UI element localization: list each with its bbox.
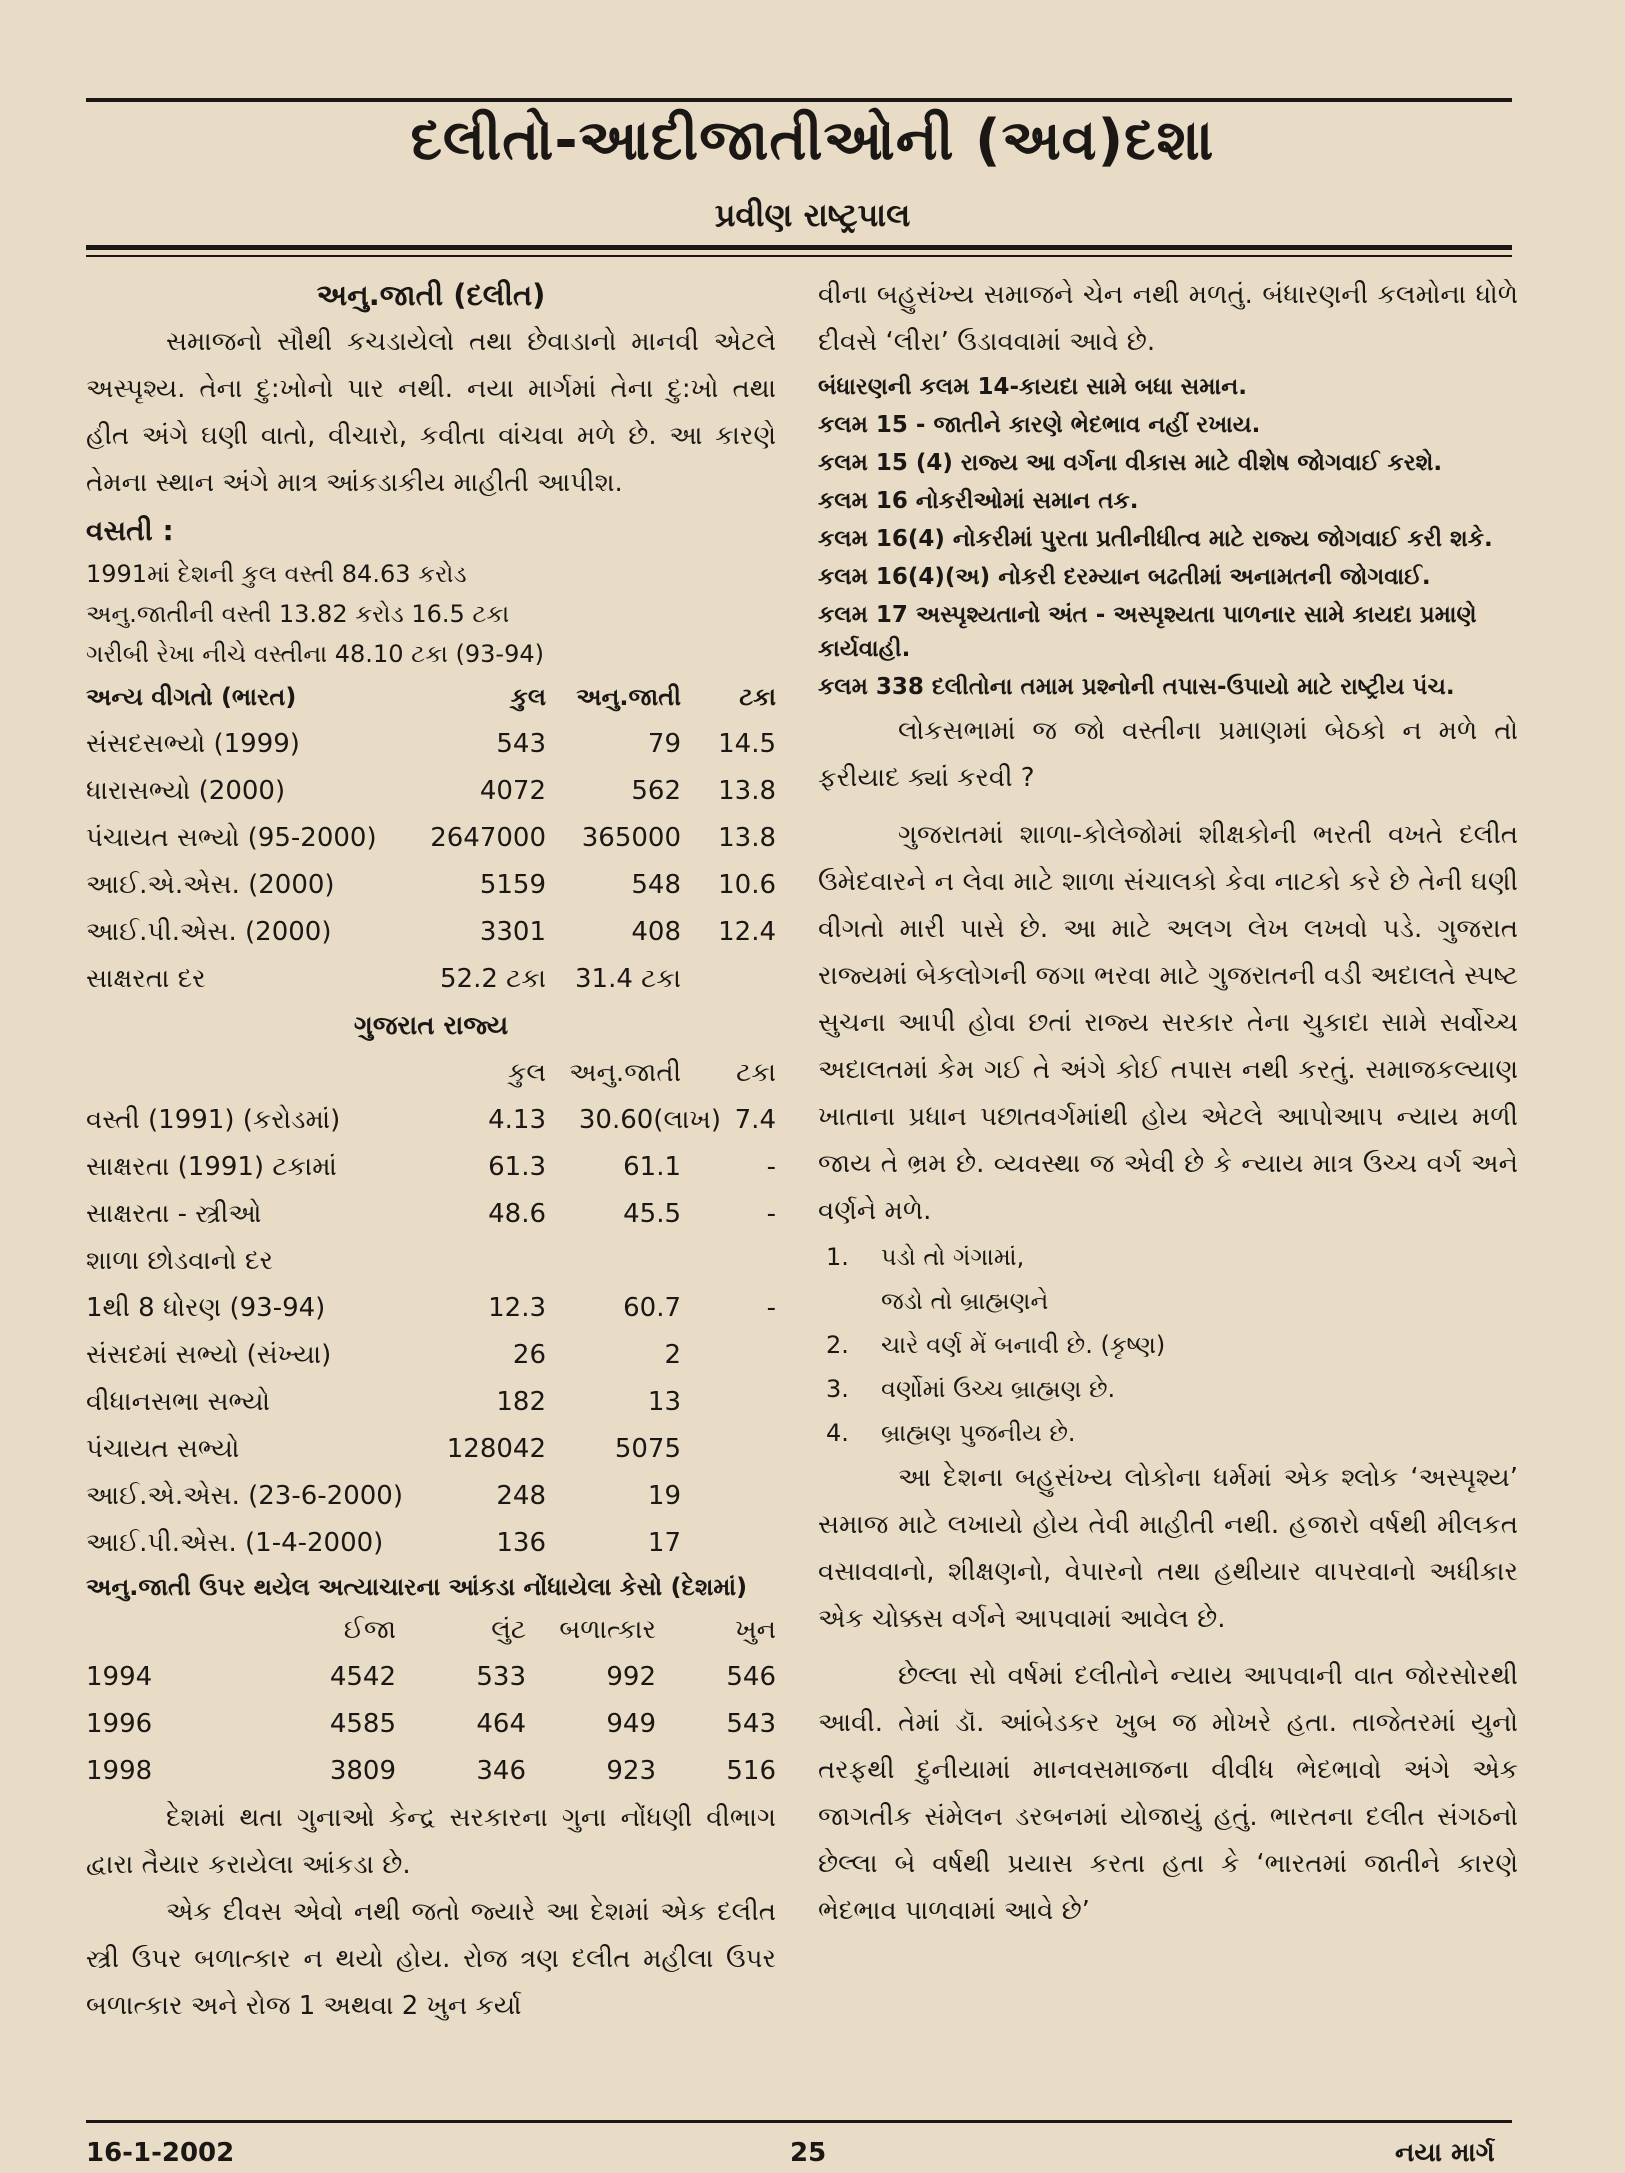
table-cell: 516 — [726, 1756, 776, 1786]
table-cell: 12.4 — [718, 917, 776, 947]
table-row — [86, 1332, 776, 1379]
table-header — [86, 1050, 416, 1097]
last-paragraph: છેલ્લા સો વર્ષમાં દલીતોને ન્યાય આપવાની વાત જોરસોરથી આવી. તેમાં ડૉ. આંબેડકર ખુબ જ મોખરે હતા. તાજેતરમાં યુનો તરફથી દુનીયામાં માનવસમાજના વીવીધ ભેદભાવો અંગે એક જાગતીક સંમેલન ડરબનમાં યોજાયું હતું. ભારતના દલીત સંગઠનો છેલ્લા બે વર્ષથી પ્રયાસ કરતા હતા કે ‘ભારતમાં જાતીને કારણે ભેદભાવ પાળવામાં આવે છે’ — [818, 1661, 1518, 1926]
table-cell: 548 — [631, 870, 681, 900]
article-line: કલમ 15 (4) રાજ્ય આ વર્ગના વીકાસ માટે વીશેષ જોગવાઈ કરશે. — [818, 450, 1443, 476]
table-cell — [681, 956, 776, 1003]
table-cell: ધારાસભ્યો (2000) — [86, 776, 286, 806]
atrocity-table-title: અનુ.જાતી ઉપર થયેલ અત્યાચારના આંકડા નોંધાયેલા કેસો (દેશમાં) — [86, 1573, 748, 1601]
table-row — [86, 721, 776, 768]
table-row — [86, 1379, 776, 1426]
table-row — [86, 1701, 776, 1748]
table-row — [86, 815, 776, 862]
table-cell: આઈ.પી.એસ. (2000) — [86, 917, 332, 947]
population-line: ગરીબી રેખા નીચે વસ્તીના 48.10 ટકા (93-94) — [86, 640, 544, 668]
table-row — [86, 1285, 776, 1332]
intro-paragraph: સમાજનો સૌથી કચડાયેલો તથા છેવાડાનો માનવી એટલે અસ્પૃશ્ય. તેના દુ:ખોનો પાર નથી. નયા માર્ગમાં તેના દુ:ખો તથા હીત અંગે ઘણી વાતો, વીચારો, કવીતા વાંચવા મળે છે. આ કારણે તેમના સ્થાન અંગે માત્ર આંકડાકીય માહીતી આપીશ. — [86, 327, 776, 498]
table-cell — [681, 1520, 776, 1567]
table-cell — [546, 1238, 681, 1285]
table-cell: 31.4 ટકા — [574, 964, 681, 994]
table-cell: 136 — [496, 1528, 546, 1558]
list-number: 1. — [826, 1243, 849, 1271]
article-line: કલમ 338 દલીતોના તમામ પ્રશ્નોની તપાસ-ઉપાયો માટે રાષ્ટ્રીય પંચ. — [818, 674, 1455, 700]
table-cell: 7.4 — [734, 1105, 776, 1135]
article-author: પ્રવીણ રાષ્ટ્રપાલ — [714, 196, 911, 234]
list-item — [826, 1323, 1518, 1367]
left-column — [86, 272, 776, 2030]
table-cell: 949 — [606, 1709, 656, 1739]
table-cell: 3301 — [479, 917, 546, 947]
table-cell: - — [766, 1293, 776, 1323]
table-cell: 365000 — [581, 823, 681, 853]
table-cell: 1998 — [86, 1756, 153, 1786]
table-row — [86, 768, 776, 815]
table-cell: શાળા છોડવાનો દર — [86, 1246, 273, 1276]
table-header-row — [86, 1050, 776, 1097]
table-cell: 5075 — [614, 1434, 681, 1464]
atrocity-table — [86, 1567, 776, 1795]
loksabha-paragraph: લોકસભામાં જ જો વસ્તીના પ્રમાણમાં બેઠકો ન મળે તો ફરીયાદ ક્યાં કરવી ? — [818, 716, 1518, 793]
table-cell: 546 — [726, 1662, 776, 1692]
table-cell — [681, 1332, 776, 1379]
list-number: 4. — [826, 1419, 849, 1447]
table-header: કુલ — [510, 683, 546, 711]
table-cell: સાક્ષરતા (1991) ટકામાં — [86, 1152, 337, 1182]
table-cell: 923 — [606, 1756, 656, 1786]
table-row — [86, 1748, 776, 1795]
table-cell — [681, 1473, 776, 1520]
table-cell — [681, 1379, 776, 1426]
table-cell: 2 — [664, 1340, 681, 1370]
article-line: કલમ 15 - જાતીને કારણે ભેદભાવ નહીં રખાય. — [818, 412, 1261, 438]
table-row — [86, 1097, 776, 1144]
table-header: ખુન — [735, 1615, 776, 1645]
list-number: 3. — [826, 1375, 849, 1403]
article-title: દલીતો-આદીજાતીઓની (અવ)દશા — [410, 108, 1215, 173]
table-cell: 408 — [631, 917, 681, 947]
table-header: લુંટ — [491, 1615, 526, 1645]
article-line: કલમ 16 નોકરીઓમાં સમાન તક. — [818, 488, 1139, 514]
table-cell: 543 — [726, 1709, 776, 1739]
footer-magazine-name: નયા માર્ગ — [1395, 2138, 1495, 2168]
table-header-row — [86, 674, 776, 721]
table-row — [86, 956, 776, 1003]
table-cell: 13.8 — [718, 776, 776, 806]
population-heading: વસતી : — [86, 514, 174, 547]
population-line: 1991માં દેશની કુલ વસ્તી 84.63 કરોડ — [86, 560, 467, 588]
table-cell: - — [766, 1199, 776, 1229]
table-cell: વસ્તી (1991) (કરોડમાં) — [86, 1105, 341, 1135]
article-line: કલમ 17 અસ્પૃશ્યતાનો અંત - અસ્પૃશ્યતા પાળનાર સામે કાયદા પ્રમાણે કાર્યવાહી. — [818, 602, 1477, 662]
list-text: પડો તો ગંગામાં, — [881, 1243, 1025, 1271]
table-cell: 13.8 — [718, 823, 776, 853]
table-cell: 248 — [496, 1481, 546, 1511]
header-rule-thin — [86, 255, 1512, 257]
list-text: જડો તો બ્રાહ્મણને — [881, 1287, 1049, 1315]
table-row — [86, 1426, 776, 1473]
table-header: અનુ.જાતી — [569, 1058, 681, 1088]
table-cell: આઈ.એ.એસ. (23-6-2000) — [86, 1481, 403, 1511]
table-cell: 13 — [647, 1387, 681, 1417]
table-cell: 79 — [647, 729, 681, 759]
gujarat-table-title: ગુજરાત રાજ્ય — [353, 1011, 509, 1041]
table-cell: 61.1 — [623, 1152, 681, 1182]
list-item — [826, 1367, 1518, 1411]
table-cell: 464 — [476, 1709, 526, 1739]
table-cell — [681, 1426, 776, 1473]
gujarat-paragraph: ગુજરાતમાં શાળા-કોલેજોમાં શીક્ષકોની ભરતી વખતે દલીત ઉમેદવારને ન લેવા માટે શાળા સંચાલકો કેવા નાટકો કરે છે તેની ઘણી વીગતો મારી પાસે છે. આ માટે અલગ લેખ લખવો પડે. ગુજરાત રાજ્યમાં બેકલોગની જગા ભરવા માટે ગુજરાતની વડી અદાલતે સ્પષ્ટ સુચના આપી હોવા છતાં રાજ્ય સરકાર તેના ચુકાદા સામે સર્વોચ્ચ અદાલતમાં કેમ ગઈ તે અંગે કોઈ તપાસ નથી કરતું. સમાજકલ્યાણ ખાતાના પ્રધાન પછાતવર્ગમાંથી હોય એટલે આપોઆપ ન્યાય મળી જાય તે ભ્રમ છે. વ્યવસ્થા જ એવી છે કે ન્યાય માત્ર ઉચ્ચ વર્ગ અને વર્ણને મળે. — [818, 820, 1518, 1226]
table-header: અન્ય વીગતો (ભારત) — [86, 683, 297, 711]
list-number: 2. — [826, 1331, 849, 1359]
list-text: ચારે વર્ણ મેં બનાવી છે. (કૃષ્ણ) — [881, 1331, 1166, 1359]
table-row — [86, 1191, 776, 1238]
footer-rule — [86, 2120, 1512, 2123]
top-rule — [86, 98, 1512, 102]
india-table — [86, 674, 776, 1003]
table-cell: આઈ.એ.એસ. (2000) — [86, 870, 335, 900]
footer-date: 16-1-2002 — [86, 2138, 235, 2168]
table-cell: 14.5 — [718, 729, 776, 759]
table-header: ટકા — [739, 683, 776, 711]
header-rule-thick — [86, 245, 1512, 250]
table-cell: 2647000 — [430, 823, 546, 853]
table-cell: પંચાયત સભ્યો (95-2000) — [86, 823, 377, 853]
continued-paragraph: વીના બહુસંખ્ય સમાજને ચેન નથી મળતું. બંધારણની કલમોના ધોળે દીવસે ‘લીરા’ ઉડાવવામાં આવે છે. — [818, 280, 1518, 357]
list-item — [826, 1279, 1518, 1323]
day-paragraph: એક દીવસ એવો નથી જતો જ્યારે આ દેશમાં એક દલીત સ્ત્રી ઉપર બળાત્કાર ન થયો હોય. રોજ ત્રણ દલીત મહીલા ઉપર બળાત્કાર અને રોજ 1 અથવા 2 ખુન કર્યા — [86, 1897, 776, 2021]
table-cell: 26 — [512, 1340, 546, 1370]
table-cell: 1થી 8 ધોરણ (93-94) — [86, 1293, 326, 1323]
table-cell: 3809 — [329, 1756, 396, 1786]
list-text: બ્રાહ્મણ પુજનીય છે. — [881, 1419, 1076, 1447]
table-row — [86, 1473, 776, 1520]
article-line: કલમ 16(4)(અ) નોકરી દરમ્યાન બઢતીમાં અનામતની જોગવાઈ. — [818, 564, 1431, 590]
article-line: બંધારણની કલમ 14-કાયદા સામે બધા સમાન. — [818, 374, 1248, 400]
shlok-paragraph: આ દેશના બહુસંખ્ય લોકોના ધર્મમાં એક શ્લોક ‘અસ્પૃશ્ય’ સમાજ માટે લખાયો હોય તેવી માહીતી નથી. હજારો વર્ષથી મીલકત વસાવવાનો, શીક્ષણનો, વેપારનો તથા હથીયાર વાપરવાનો અધીકાર એક ચોક્કસ વર્ગને આપવામાં આવેલ છે. — [818, 1463, 1518, 1634]
table-cell: 30.60(લાખ) — [578, 1105, 721, 1135]
table-row — [86, 862, 776, 909]
table-header: બળાત્કાર — [559, 1615, 656, 1645]
quote-list — [818, 1235, 1518, 1455]
table-cell: સંસદમાં સભ્યો (સંખ્યા) — [86, 1340, 332, 1370]
constitution-articles — [818, 370, 1518, 704]
table-row — [86, 1144, 776, 1191]
table-cell: 1994 — [86, 1662, 153, 1692]
table-cell: 346 — [476, 1756, 526, 1786]
table-cell: 543 — [496, 729, 546, 759]
table-cell: 60.7 — [623, 1293, 681, 1323]
table-cell: આઈ.પી.એસ. (1-4-2000) — [86, 1528, 384, 1558]
population-line: અનુ.જાતીની વસ્તી 13.82 કરોડ 16.5 ટકા — [86, 600, 510, 628]
table-cell — [681, 1238, 776, 1285]
table-header — [86, 1607, 246, 1654]
table-row — [86, 1238, 776, 1285]
table-cell: 992 — [606, 1662, 656, 1692]
table-cell: 61.3 — [488, 1152, 546, 1182]
table-cell: પંચાયત સભ્યો — [86, 1434, 240, 1464]
table-cell: 10.6 — [718, 870, 776, 900]
table-row — [86, 909, 776, 956]
table-cell — [416, 1238, 546, 1285]
article-line: કલમ 16(4) નોકરીમાં પુરતા પ્રતીનીધીત્વ માટે રાજ્ય જોગવાઈ કરી શકે. — [818, 526, 1493, 552]
table-cell: સાક્ષરતા - સ્ત્રીઓ — [86, 1199, 262, 1229]
section-title: અનુ.જાતી (દલીત) — [316, 278, 546, 312]
table-cell: સંસદસભ્યો (1999) — [86, 729, 300, 759]
table-cell: 4072 — [479, 776, 546, 806]
table-cell: 4585 — [329, 1709, 396, 1739]
table-cell: 5159 — [479, 870, 546, 900]
table-cell: 1996 — [86, 1709, 153, 1739]
table-cell: સાક્ષરતા દર — [86, 964, 206, 994]
list-item — [826, 1235, 1518, 1279]
table-cell: 533 — [476, 1662, 526, 1692]
table-cell: 45.5 — [623, 1199, 681, 1229]
right-column — [818, 272, 1518, 1935]
table-cell: 4542 — [329, 1662, 396, 1692]
table-row — [86, 1654, 776, 1701]
list-number — [826, 1279, 881, 1323]
table-cell: 182 — [496, 1387, 546, 1417]
table-row — [86, 1520, 776, 1567]
table-cell: 52.2 ટકા — [439, 964, 546, 994]
table-cell: 19 — [647, 1481, 681, 1511]
gujarat-table — [86, 1003, 776, 1567]
table-cell: 4.13 — [488, 1105, 546, 1135]
footer-page-number: 25 — [790, 2138, 827, 2168]
table-cell: 12.3 — [488, 1293, 546, 1323]
table-cell: 562 — [631, 776, 681, 806]
table-header: ઈજા — [343, 1615, 396, 1645]
table-header: ટકા — [736, 1058, 776, 1088]
table-header: કુલ — [507, 1058, 546, 1088]
crime-paragraph: દેશમાં થતા ગુનાઓ કેન્દ્ર સરકારના ગુના નોંધણી વીભાગ દ્વારા તૈયાર કરાયેલા આંકડા છે. — [86, 1803, 776, 1880]
list-text: વર્ણોમાં ઉચ્ચ બ્રાહ્મણ છે. — [881, 1375, 1116, 1403]
table-header-row — [86, 1607, 776, 1654]
table-cell: 128042 — [446, 1434, 546, 1464]
table-cell: 17 — [647, 1528, 681, 1558]
table-header: અનુ.જાતી — [576, 683, 681, 711]
table-cell: 48.6 — [488, 1199, 546, 1229]
list-item — [826, 1411, 1518, 1455]
table-cell: વીધાનસભા સભ્યો — [86, 1387, 271, 1417]
table-cell: - — [766, 1152, 776, 1182]
